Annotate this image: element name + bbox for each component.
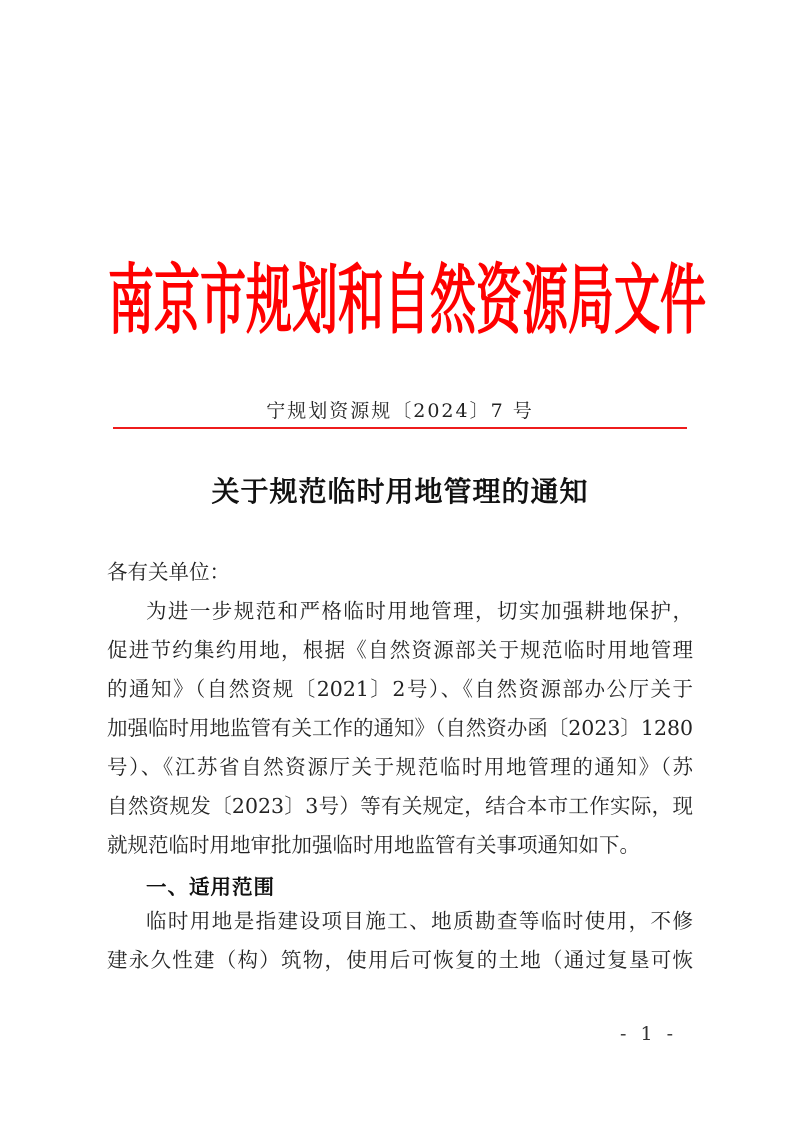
section-heading: 一、适用范围 [146,875,275,899]
issuer-char: 划 [292,255,338,345]
issuer-title [108,255,706,345]
issuer-char: 京 [154,255,200,345]
issuer-char: 源 [522,255,568,345]
issuer-char: 局 [568,255,614,345]
paragraph-line: 为进一步规范和严格临时用地管理，切实加强耕地保护， [146,599,693,623]
document-number: 宁规划资源规〔2024〕7 号 [266,400,534,422]
paragraph-line: 号）、《江苏省自然资源厅关于规范临时用地管理的通知》（苏 [107,755,693,779]
issuer-char: 资 [476,255,522,345]
page-number: - 1 - [620,1023,678,1045]
paragraph-line: 的通知》（自然资规〔2021〕2号）、《自然资源部办公厅关于 [107,677,693,701]
paragraph-line: 临时用地是指建设项目施工、地质勘查等临时使用，不修 [146,909,693,933]
issuer-char: 和 [338,255,384,345]
red-divider-line [113,427,687,429]
issuer-char: 文 [614,255,660,345]
issuer-char: 件 [660,255,706,345]
paragraph-line: 自然资规发〔2023〕3号）等有关规定，结合本市工作实际，现 [107,794,693,818]
issuer-char: 自 [384,255,430,345]
issuer-char: 市 [200,255,246,345]
issuer-char: 南 [108,255,154,345]
notice-title: 关于规范临时用地管理的通知 [211,475,589,508]
paragraph-line: 促进节约集约用地，根据《自然资源部关于规范临时用地管理 [107,638,693,662]
paragraph-line: 建永久性建（构）筑物，使用后可恢复的土地（通过复垦可恢 [107,948,693,972]
paragraph-line: 加强临时用地监管有关工作的通知》（自然资办函〔2023〕1280 [107,716,694,740]
salutation: 各有关单位： [107,560,230,584]
issuer-char: 规 [246,255,292,345]
paragraph-line: 就规范临时用地审批加强临时用地监管有关事项通知如下。 [107,833,640,857]
issuer-char: 然 [430,255,476,345]
